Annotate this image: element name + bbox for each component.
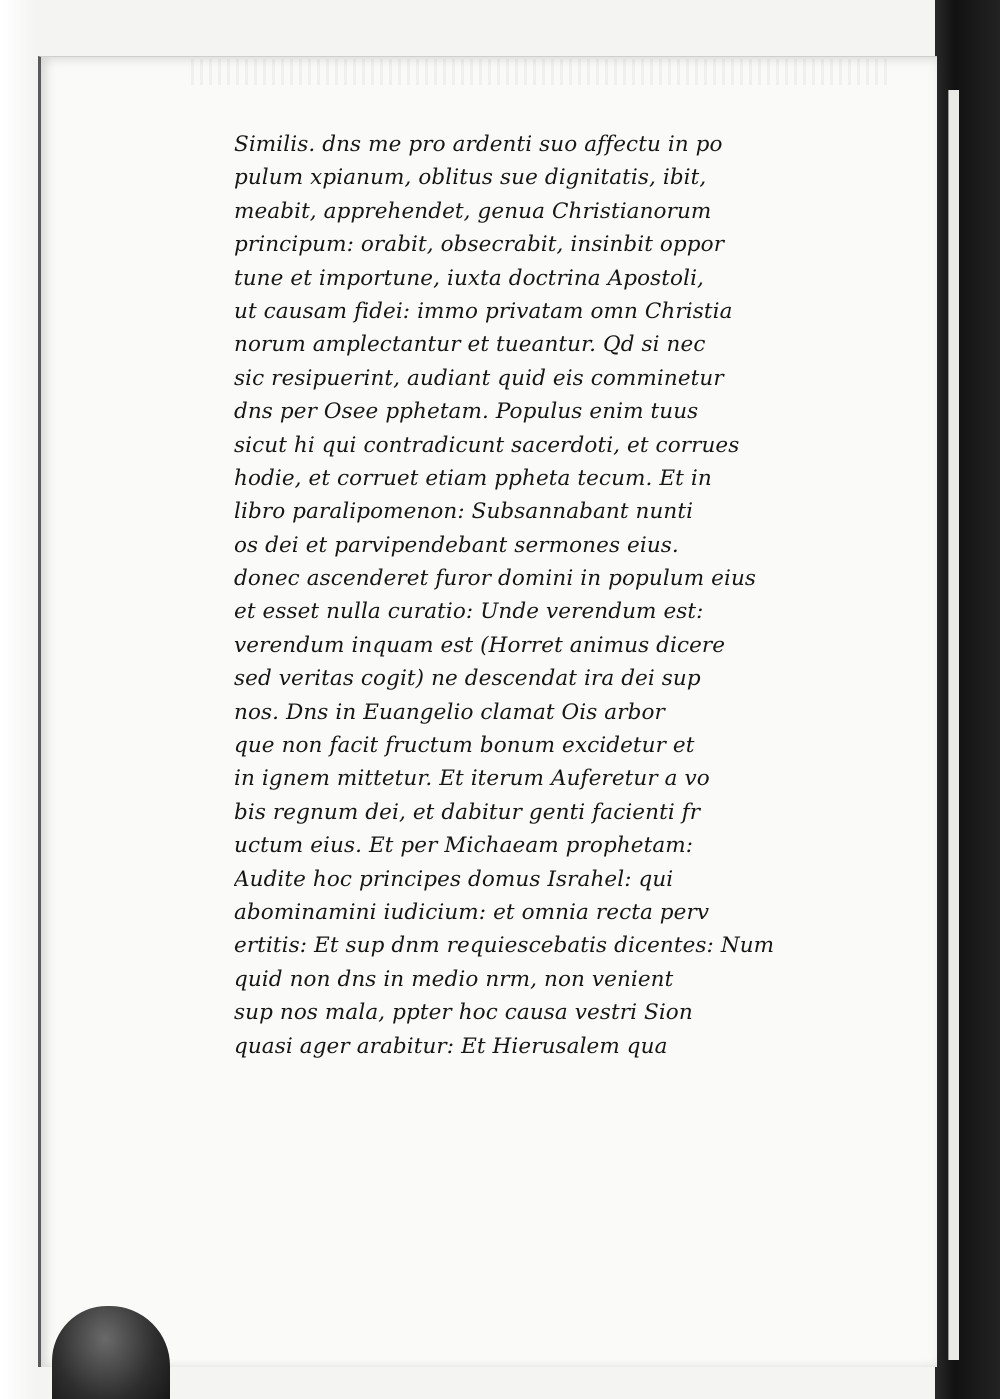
text-line: sic resipuerint, audiant quid eis comminetur bbox=[234, 365, 724, 391]
book-binding bbox=[935, 0, 1000, 1399]
text-line: verendum inquam est (Horret animus dicere bbox=[234, 632, 726, 658]
text-line: ertitis: Et sup dnm requiescebatis dicentes: Num bbox=[234, 933, 775, 959]
text-line: nos. Dns in Euangelio clamat Ois arbor bbox=[234, 699, 665, 725]
text-line: et esset nulla curatio: Unde verendum est: bbox=[234, 599, 704, 625]
text-line: sup nos mala, ppter hoc causa vestri Sion bbox=[234, 1000, 693, 1026]
text-line: Similis. dns me pro ardenti suo affectu in po bbox=[234, 132, 723, 157]
text-line: bis regnum dei, et dabitur genti facienti fr bbox=[234, 799, 701, 825]
text-line: in ignem mittetur. Et iterum Auferetur a vo bbox=[234, 766, 710, 792]
text-line: abominamini iudicium: et omnia recta perv bbox=[234, 899, 710, 925]
scan-background bbox=[0, 0, 40, 1399]
text-line: tune et importune, iuxta doctrina Apostoli, bbox=[234, 265, 704, 291]
text-line: ut causam fidei: immo privatam omn Christia bbox=[234, 298, 733, 324]
text-line: Audite hoc principes domus Israhel: qui bbox=[234, 866, 674, 892]
text-line: meabit, apprehendet, genua Christianorum bbox=[234, 198, 712, 224]
manuscript-text bbox=[234, 128, 854, 1063]
text-line: sed veritas cogit) ne descendat ira dei sup bbox=[234, 666, 701, 692]
text-line: pulum xpianum, oblitus sue dignitatis, ibit, bbox=[234, 165, 707, 191]
text-line: quid non dns in medio nrm, non venient bbox=[234, 966, 674, 992]
text-line: quasi ager arabitur: Et Hierusalem qua bbox=[234, 1033, 668, 1059]
text-line: libro paralipomenon: Subsannabant nunti bbox=[234, 499, 694, 525]
text-line: donec ascenderet furor domini in populum eius bbox=[234, 566, 757, 592]
text-line: principum: orabit, obsecrabit, insinbit oppor bbox=[234, 232, 725, 258]
page-texture bbox=[191, 59, 891, 85]
text-line: que non facit fructum bonum excidetur et bbox=[234, 733, 695, 759]
text-line: os dei et parvipendebant sermones eius. bbox=[234, 532, 679, 558]
text-line: norum amplectantur et tueantur. Qd si nec bbox=[234, 332, 706, 358]
text-line: dns per Osee pphetam. Populus enim tuus bbox=[234, 399, 699, 425]
text-line: uctum eius. Et per Michaeam prophetam: bbox=[234, 833, 694, 859]
facing-page-edge bbox=[948, 90, 959, 1360]
text-line: hodie, et corruet etiam ppheta tecum. Et in bbox=[234, 465, 712, 491]
text-line: sicut hi qui contradicunt sacerdoti, et corrues bbox=[234, 432, 740, 458]
